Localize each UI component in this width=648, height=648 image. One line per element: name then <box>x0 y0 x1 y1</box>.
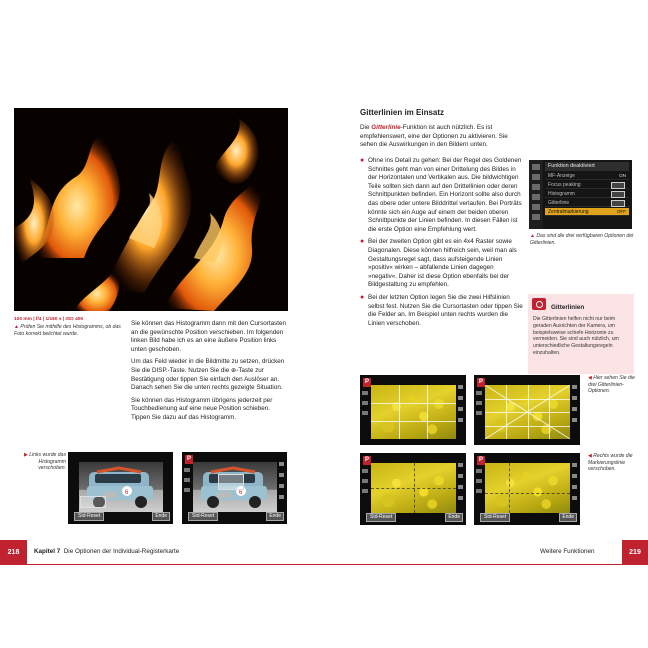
left-body-text <box>131 320 289 423</box>
mode-badge-icon: P <box>478 457 483 463</box>
flames-photo <box>14 108 288 311</box>
right-status-icons <box>572 463 578 507</box>
grid-screen-thirds <box>360 375 466 445</box>
grid-icon <box>611 182 625 189</box>
camera-screen-car-left <box>68 452 173 524</box>
tip-box <box>528 294 634 374</box>
intro-paragraph: Die Gitterlinie-Funktion ist auch nützlich. Es ist empfehlenswert, eine der Optionen zu aktivieren. Sie sehen die Auswirkungen in den Bildern unten. <box>360 124 508 149</box>
right-status-icons <box>458 463 464 507</box>
right-status-icons <box>458 385 464 429</box>
menu-title: Funktion deaktiviert <box>545 162 629 171</box>
grid-screen-4x4 <box>474 375 580 445</box>
red-triangle-marker-icon: ▲ <box>14 324 21 330</box>
list-item: ● Ohne ins Detail zu gehen: Bei der Regel des Goldenen Schnittes geht man von einer Drittelung des Bildes in der Horizontalen und Vertikalen aus. Die bildwichtigen Teile sollten sich dann auf den Drittellinien oder deren Schnittpunkten befinden. Ein Horizont sollte also durch das obere oder untere Bilddrittel verlaufen. Bei Porträts könnte sich ein Auge auf einem der beiden oberen Schnittpunkte der Linien befinden. In diesen Fällen ist die erste Option eine Empfehlung wert. <box>360 157 522 233</box>
footer-section: Weitere Funktionen <box>540 548 595 555</box>
menu-row-histogram[interactable]: Histogramm <box>545 190 629 198</box>
reset-button[interactable]: Std-Reset <box>480 513 510 522</box>
section-heading: Gitterlinien im Einsatz <box>360 108 445 117</box>
svg-text:6: 6 <box>239 490 243 496</box>
left-status-icons <box>476 469 484 499</box>
grid-icon <box>611 200 625 207</box>
grid-caption-2: ◀ Rechts wurde die Markierungslinie verschoben. <box>588 453 633 473</box>
paragraph: Sie können das Histogramm dann mit den Cursortasten an die gewünschte Position verschieben. Im folgenden linken Bild habe ich es an eine äußere Position links unten geschoben. <box>131 320 287 353</box>
red-triangle-marker-icon: ▲ <box>530 233 537 239</box>
menu-row-center-marker[interactable]: Zentralmarkierung OFF <box>545 208 629 216</box>
left-status-icons <box>362 391 370 421</box>
mode-badge-icon: P <box>364 457 369 463</box>
menu-caption: ▲ Das sind die drei verfügbaren Optionen der Gitterlinien. <box>530 233 634 246</box>
menu-row-mf[interactable]: MF-Anzeige ON <box>545 172 629 180</box>
list-item: ● Bei der letzten Option legen Sie die zwei Hilfslinien selbst fest. Nutzen Sie die Cursortasten oder tippen Sie die Felder an. Im Beispiel unten rechts wurden die Linien verschoben. <box>360 293 523 327</box>
menu-row-peaking[interactable]: Focus peaking <box>545 181 629 189</box>
grid-caption-1: ◀ Hier sehen Sie die drei Gitterlinien-Optionen. <box>588 375 635 395</box>
footer-chapter: Kapitel 7 Die Optionen der Individual-Registerkarte <box>34 548 180 555</box>
tip-text: Die Gitterlinien helfen nicht nur beim geraden Ausrichten der Kamera, um beispielsweise schiefe Horizonte zu vermeiden. Sie sind auch nützlich, um unterschiedliche Gestaltungsregeln einzuhalten. <box>533 316 619 356</box>
reset-button[interactable]: Std-Reset <box>188 512 218 521</box>
bullet-list <box>360 157 523 328</box>
list-item: ● Bei der zweiten Option gibt es ein 4x4 Raster sowie Diagonalen. Diese können hilfreich sein, weil man als Gestaltungsregel sagt, dass aufsteigende Linien »positiv« wirken – abfallende Linien dagegen »negativ«. Daher ist diese Option ebenfalls bei der Bildgestaltung zu empfehlen. <box>360 238 517 289</box>
mode-badge-icon: P <box>186 456 191 462</box>
left-status-icons <box>184 468 192 498</box>
left-status-icons <box>476 391 484 421</box>
photo-caption: ▲ Prüfen Sie mithilfe des Histogramms, ob das Foto korrekt belichtet wurde. <box>14 324 121 337</box>
menu-row-gridline[interactable]: Gitterlinie <box>545 199 629 207</box>
camera-screen-car-right <box>182 452 287 524</box>
reset-button[interactable]: Std-Reset <box>366 513 396 522</box>
left-status-icons <box>362 469 370 499</box>
end-button[interactable]: Ende <box>445 513 463 522</box>
car-caption: ▶ Links wurde das Histogramm verschoben. <box>23 452 66 472</box>
histogram-icon <box>80 496 106 508</box>
gridline-menu-screen <box>529 160 632 229</box>
footer-rule <box>324 564 622 565</box>
right-status-icons <box>279 462 285 506</box>
red-triangle-marker-icon: ◀ <box>588 453 594 459</box>
camera-icon <box>532 298 546 310</box>
tip-title: Gitterlinien <box>551 304 585 311</box>
page-number-left: 218 <box>0 540 27 565</box>
end-button[interactable]: Ende <box>559 513 577 522</box>
mode-badge-icon: P <box>364 379 369 385</box>
histogram-icon[interactable] <box>218 474 244 490</box>
footer-rule <box>27 564 324 565</box>
grid-screen-cross-moved <box>474 453 580 525</box>
grid-icon <box>611 191 625 198</box>
menu-side-icons <box>529 160 543 229</box>
rapeseed-photo <box>485 463 570 513</box>
end-button[interactable]: Ende <box>266 512 284 521</box>
svg-text:6: 6 <box>125 490 129 496</box>
grid-screen-cross <box>360 453 466 525</box>
rapeseed-photo <box>371 463 456 513</box>
right-status-icons <box>572 385 578 429</box>
red-triangle-marker-icon: ▶ <box>23 452 30 458</box>
red-triangle-marker-icon: ◀ <box>588 375 594 381</box>
mode-badge-icon: P <box>478 379 483 385</box>
paragraph: Sie können das Histogramm übrigens jederzeit per Touchbedienung auf eine neue Position schieben. Tippen Sie dazu auf das Histogramm. <box>131 396 273 421</box>
paragraph: Um das Feld wieder in die Bildmitte zu setzen, drücken Sie die DISP.-Taste. Nutzen Sie die ⊕-Taste zur Bestätigung oder tippen Sie einfach den Auslöser an. Danach sehen Sie die unten rechts gezeigte Situation. <box>131 358 285 392</box>
reset-button[interactable]: Std-Reset <box>74 512 104 521</box>
photo-exif: 100 mm | f/4 | 1/160 s | ISO 400 <box>14 317 84 322</box>
rapeseed-photo <box>485 385 570 439</box>
rapeseed-photo <box>371 385 456 439</box>
end-button[interactable]: Ende <box>152 512 170 521</box>
page-number-right: 219 <box>622 540 648 565</box>
